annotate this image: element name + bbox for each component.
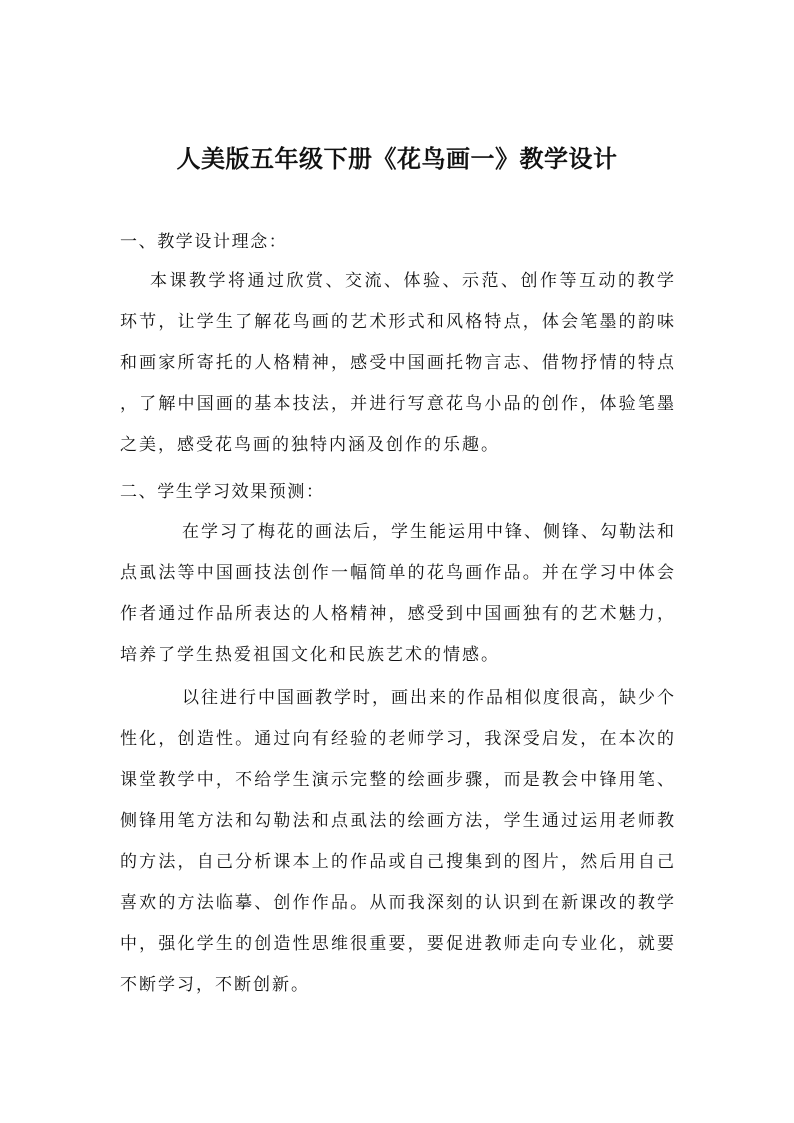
section-heading-design-concept: 一、教学设计理念： bbox=[120, 232, 288, 252]
paragraph-teaching-reflection: 以往进行中国画教学时，画出来的作品相似度很高，缺少个性化，创造性。通过向有经验的老师学习，我深受启发，在本次的课堂教学中，不给学生演示完整的绘画步骤，而是教会中锋用笔、侧锋用笔方法和勾勒法和点虱法的绘画方法，学生通过运用老师教的方法，自己分析课本上的作品或自己搜集到的图片，然后用自己喜欢的方法临摹、创作作品。从而我深刻的认识到在新课改的教学中，强化学生的创造性思维很重要，要促进教师走向专业化，就要不断学习，不断创新。 bbox=[120, 688, 676, 995]
paragraph-design-concept: 本课教学将通过欣赏、交流、体验、示范、创作等互动的教学环节，让学生了解花鸟画的艺术形式和风格特点，体会笔墨的韵味和画家所寄托的人格精神，感受中国画托物言志、借物抒情的特点，了解中国画的基本技法，并进行写意花鸟小品的创作，体验笔墨之美，感受花鸟画的独特内涵及创作的乐趣。 bbox=[120, 271, 676, 455]
document-title: 人美版五年级下册《花鸟画一》教学设计 bbox=[176, 144, 618, 173]
section-heading-learning-outcome: 二、学生学习效果预测： bbox=[120, 482, 325, 502]
paragraph-learning-outcome: 在学习了梅花的画法后，学生能运用中锋、侧锋、勾勒法和点虱法等中国画技法创作一幅简单的花鸟画作品。并在学习中体会作者通过作品所表达的人格精神，感受到中国画独有的艺术魅力，培养了学生热爱祖国文化和民族艺术的情感。 bbox=[120, 522, 676, 665]
